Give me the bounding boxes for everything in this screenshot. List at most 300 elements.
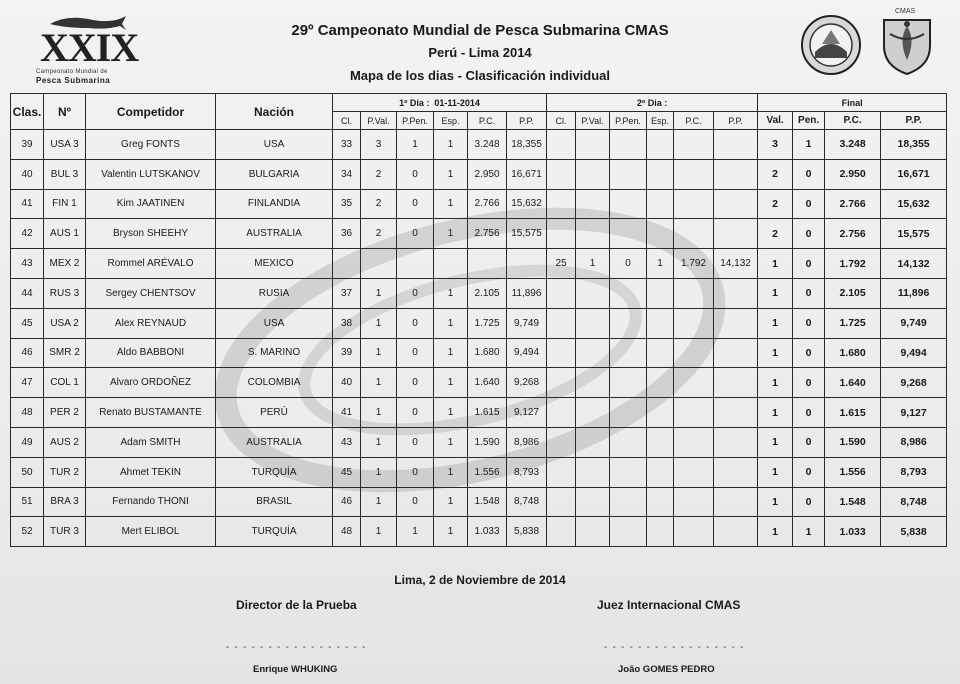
- cell-day1: 1: [434, 278, 468, 308]
- col-competitor: Competidor: [86, 94, 216, 130]
- cell-num: MEX 2: [44, 249, 86, 279]
- cell-final: 0: [793, 219, 825, 249]
- cell-day2: [547, 338, 576, 368]
- cell-day2: 1.792: [674, 249, 714, 279]
- cell-final: 1: [758, 338, 793, 368]
- cell-day1: 2.950: [468, 159, 507, 189]
- cell-final: 3: [758, 130, 793, 160]
- cell-day2: [674, 368, 714, 398]
- cell-nation: AUSTRALIA: [216, 427, 333, 457]
- cell-final: 0: [793, 487, 825, 517]
- cell-day2: [674, 189, 714, 219]
- cell-day2: [674, 457, 714, 487]
- cell-day2: [647, 219, 674, 249]
- logo-numeral: XXIX: [40, 25, 139, 70]
- director-name: Enrique WHUKING: [253, 664, 338, 675]
- cell-day1: 48: [333, 517, 361, 547]
- cell-num: RUS 3: [44, 278, 86, 308]
- cell-day1: 34: [333, 159, 361, 189]
- cell-competitor: Kim JAATINEN: [86, 189, 216, 219]
- cell-num: BRA 3: [44, 487, 86, 517]
- cell-day1: 1: [361, 368, 397, 398]
- cell-day2: [547, 159, 576, 189]
- cell-day1: 0: [397, 278, 434, 308]
- cell-final: 0: [793, 249, 825, 279]
- cell-day2: [674, 159, 714, 189]
- document-place: Perú - Lima 2014: [428, 45, 532, 60]
- cell-num: TUR 2: [44, 457, 86, 487]
- judge-title: Juez Internacional CMAS: [597, 598, 741, 612]
- cell-clas: 51: [11, 487, 44, 517]
- cell-day2: [610, 130, 647, 160]
- cell-final: 9,268: [881, 368, 947, 398]
- cell-final: 14,132: [881, 249, 947, 279]
- cell-final: 9,127: [881, 398, 947, 428]
- cell-day1: 0: [397, 338, 434, 368]
- cell-day1: 40: [333, 368, 361, 398]
- cell-num: BUL 3: [44, 159, 86, 189]
- cell-day1: 16,671: [507, 159, 547, 189]
- cell-final: 8,748: [881, 487, 947, 517]
- cell-day2: [547, 278, 576, 308]
- table-row: [11, 457, 947, 487]
- cell-day1: 1.556: [468, 457, 507, 487]
- cell-day2: 1: [576, 249, 610, 279]
- cell-competitor: Bryson SHEEHY: [86, 219, 216, 249]
- cell-day2: [714, 457, 758, 487]
- cell-competitor: Alex REYNAUD: [86, 308, 216, 338]
- cell-final: 1.792: [825, 249, 881, 279]
- cell-day1: 9,268: [507, 368, 547, 398]
- cell-day2: [714, 308, 758, 338]
- cell-clas: 40: [11, 159, 44, 189]
- cell-final: 0: [793, 308, 825, 338]
- cell-final: 2.756: [825, 219, 881, 249]
- cell-final: 2: [758, 219, 793, 249]
- cell-day1: 1: [361, 517, 397, 547]
- cell-day2: [547, 457, 576, 487]
- cell-day2: [714, 219, 758, 249]
- cell-day2: [576, 368, 610, 398]
- cell-day2: [610, 457, 647, 487]
- cell-day2: [576, 130, 610, 160]
- table-row: [11, 368, 947, 398]
- cell-final: 1.640: [825, 368, 881, 398]
- day1-date: 01-11-2014: [434, 97, 480, 108]
- cell-day2: [610, 427, 647, 457]
- subcol-d1-3: Esp.: [434, 112, 468, 130]
- cell-day2: [576, 457, 610, 487]
- cell-final: 5,838: [881, 517, 947, 547]
- cell-day2: [547, 308, 576, 338]
- cell-clas: 47: [11, 368, 44, 398]
- cell-final: 1: [758, 308, 793, 338]
- cell-competitor: Adam SMITH: [86, 427, 216, 457]
- cell-competitor: Greg FONTS: [86, 130, 216, 160]
- cell-final: 2.950: [825, 159, 881, 189]
- cell-day1: [468, 249, 507, 279]
- cell-final: 1.590: [825, 427, 881, 457]
- cell-final: 1.680: [825, 338, 881, 368]
- cell-day1: 3: [361, 130, 397, 160]
- championship-logo: [30, 12, 140, 88]
- judge-signature-line: - - - - - - - - - - - - - - - - -: [604, 642, 745, 653]
- cell-final: 0: [793, 398, 825, 428]
- cell-clas: 41: [11, 189, 44, 219]
- day1-label: 1º Dia :: [399, 97, 430, 108]
- cell-day2: [714, 278, 758, 308]
- cell-final: 1: [793, 517, 825, 547]
- cell-day1: 15,632: [507, 189, 547, 219]
- cell-day1: 1: [434, 130, 468, 160]
- cell-day2: [547, 487, 576, 517]
- col-day1: [333, 94, 547, 112]
- cell-day1: 46: [333, 487, 361, 517]
- cell-nation: RUSIA: [216, 278, 333, 308]
- cell-day2: [576, 219, 610, 249]
- cell-day2: [610, 189, 647, 219]
- cell-day2: [674, 308, 714, 338]
- cell-final: 9,494: [881, 338, 947, 368]
- cell-day2: [674, 130, 714, 160]
- cell-nation: TURQUÍA: [216, 517, 333, 547]
- cell-final: 2: [758, 189, 793, 219]
- cell-final: 1: [758, 398, 793, 428]
- cell-final: 9,749: [881, 308, 947, 338]
- cell-final: 1.615: [825, 398, 881, 428]
- cell-num: PER 2: [44, 398, 86, 428]
- cell-day1: 2.105: [468, 278, 507, 308]
- cell-num: FIN 1: [44, 189, 86, 219]
- cell-final: 15,575: [881, 219, 947, 249]
- col-nation: Nación: [216, 94, 333, 130]
- cell-day1: 1: [361, 487, 397, 517]
- cell-day1: 45: [333, 457, 361, 487]
- cell-day1: 15,575: [507, 219, 547, 249]
- cell-final: 2: [758, 159, 793, 189]
- cell-final: 15,632: [881, 189, 947, 219]
- judge-name: João GOMES PEDRO: [618, 664, 715, 675]
- document-subtitle: Mapa de los dias - Clasificación individual: [349, 68, 611, 83]
- subcol-d1-4: P.C.: [468, 112, 507, 130]
- cell-final: 0: [793, 159, 825, 189]
- cell-competitor: Fernando THONI: [86, 487, 216, 517]
- table-row: [11, 159, 947, 189]
- cell-day2: [674, 338, 714, 368]
- cell-final: 0: [793, 457, 825, 487]
- cell-day1: 1: [361, 427, 397, 457]
- cell-day2: [647, 308, 674, 338]
- cell-final: 2.105: [825, 278, 881, 308]
- cell-nation: MEXICO: [216, 249, 333, 279]
- cell-day2: [610, 338, 647, 368]
- cell-day2: [576, 427, 610, 457]
- col-clas: Clas.: [11, 94, 44, 130]
- cell-day1: 18,355: [507, 130, 547, 160]
- table-row: [11, 338, 947, 368]
- col-final: Final: [758, 94, 947, 112]
- table-row: [11, 249, 947, 279]
- cell-day2: 1: [647, 249, 674, 279]
- cell-day1: 1.548: [468, 487, 507, 517]
- cell-day2: [576, 487, 610, 517]
- subcol-fin-2: P.C.: [825, 112, 881, 130]
- cell-day1: [507, 249, 547, 279]
- cell-nation: S. MARINO: [216, 338, 333, 368]
- cell-day2: [547, 517, 576, 547]
- cell-day1: 9,494: [507, 338, 547, 368]
- cell-final: 0: [793, 278, 825, 308]
- cell-day1: 1.033: [468, 517, 507, 547]
- cell-day1: 1: [397, 517, 434, 547]
- cell-day1: 1: [361, 398, 397, 428]
- cell-day1: 0: [397, 427, 434, 457]
- cell-day1: 1: [434, 159, 468, 189]
- cell-day1: 1: [434, 398, 468, 428]
- cell-clas: 48: [11, 398, 44, 428]
- cell-clas: 39: [11, 130, 44, 160]
- cell-day1: 1: [361, 457, 397, 487]
- cell-final: 8,986: [881, 427, 947, 457]
- cell-day1: 8,793: [507, 457, 547, 487]
- cell-day2: [674, 398, 714, 428]
- cell-day2: [576, 517, 610, 547]
- table-row: [11, 219, 947, 249]
- cell-day2: [674, 278, 714, 308]
- cell-day1: 1: [434, 338, 468, 368]
- cell-final: 3.248: [825, 130, 881, 160]
- cell-nation: AUSTRALIA: [216, 219, 333, 249]
- cell-clas: 42: [11, 219, 44, 249]
- cell-day1: 1: [434, 457, 468, 487]
- cell-nation: TURQUÍA: [216, 457, 333, 487]
- cell-day1: 1: [434, 368, 468, 398]
- cell-day2: [610, 487, 647, 517]
- cell-day2: 14,132: [714, 249, 758, 279]
- cell-clas: 44: [11, 278, 44, 308]
- cell-day1: 2: [361, 189, 397, 219]
- cell-day2: [576, 308, 610, 338]
- cell-day1: 1: [361, 278, 397, 308]
- cell-clas: 45: [11, 308, 44, 338]
- cell-final: 8,793: [881, 457, 947, 487]
- cell-day2: [647, 368, 674, 398]
- cell-day1: [434, 249, 468, 279]
- cell-final: 1: [758, 368, 793, 398]
- cell-day2: [714, 159, 758, 189]
- cell-final: 0: [793, 338, 825, 368]
- cell-final: 1: [793, 130, 825, 160]
- cell-day2: [714, 398, 758, 428]
- cell-nation: BRASIL: [216, 487, 333, 517]
- cell-competitor: Renato BUSTAMANTE: [86, 398, 216, 428]
- results-table: [10, 93, 947, 547]
- cell-day2: [547, 130, 576, 160]
- subcol-fin-1: Pen.: [793, 112, 825, 130]
- cell-day1: 0: [397, 457, 434, 487]
- cell-final: 1: [758, 249, 793, 279]
- cell-day2: [674, 427, 714, 457]
- cell-day1: [361, 249, 397, 279]
- cell-num: SMR 2: [44, 338, 86, 368]
- cell-day1: 0: [397, 398, 434, 428]
- subcol-d2-2: P.Pen.: [610, 112, 647, 130]
- cell-day1: 0: [397, 368, 434, 398]
- cell-num: USA 2: [44, 308, 86, 338]
- cell-day2: [674, 219, 714, 249]
- cell-day1: 2.756: [468, 219, 507, 249]
- cell-final: 1.548: [825, 487, 881, 517]
- subcol-d2-3: Esp.: [647, 112, 674, 130]
- cell-clas: 50: [11, 457, 44, 487]
- document-header: [200, 20, 760, 83]
- cell-final: 1.556: [825, 457, 881, 487]
- cell-nation: BULGARIA: [216, 159, 333, 189]
- cell-day2: [714, 427, 758, 457]
- table-row: [11, 487, 947, 517]
- cell-day2: [610, 368, 647, 398]
- cell-day2: 25: [547, 249, 576, 279]
- cell-day2: [576, 338, 610, 368]
- cell-day1: 2: [361, 159, 397, 189]
- cell-nation: USA: [216, 130, 333, 160]
- cell-day1: 1: [434, 487, 468, 517]
- cell-day1: 1.590: [468, 427, 507, 457]
- cell-clas: 49: [11, 427, 44, 457]
- cell-nation: COLOMBIA: [216, 368, 333, 398]
- cell-day2: [647, 517, 674, 547]
- director-title: Director de la Prueba: [236, 598, 357, 612]
- cell-day2: [714, 130, 758, 160]
- table-row: [11, 517, 947, 547]
- subcol-fin-3: P.P.: [881, 112, 947, 130]
- cell-final: 1: [758, 517, 793, 547]
- cell-day1: [397, 249, 434, 279]
- cmas-shield-icon: [878, 10, 936, 76]
- cell-num: AUS 1: [44, 219, 86, 249]
- cell-day1: 2: [361, 219, 397, 249]
- cell-day1: 1: [434, 308, 468, 338]
- cell-day1: 39: [333, 338, 361, 368]
- table-row: [11, 278, 947, 308]
- cell-final: 1.033: [825, 517, 881, 547]
- cell-day1: 38: [333, 308, 361, 338]
- cell-day2: [576, 189, 610, 219]
- cell-day1: 1: [397, 130, 434, 160]
- footer-date: Lima, 2 de Noviembre de 2014: [394, 573, 566, 587]
- cell-day1: 1.640: [468, 368, 507, 398]
- cell-final: 1: [758, 487, 793, 517]
- cell-num: USA 3: [44, 130, 86, 160]
- cell-day1: 9,127: [507, 398, 547, 428]
- cell-day2: [647, 427, 674, 457]
- cell-nation: PERÚ: [216, 398, 333, 428]
- cell-day1: 33: [333, 130, 361, 160]
- cell-day2: [610, 278, 647, 308]
- cell-competitor: Aldo BABBONI: [86, 338, 216, 368]
- subcol-d1-0: Cl.: [333, 112, 361, 130]
- col-day2: 2º Dia :: [547, 94, 758, 112]
- cell-day2: [674, 517, 714, 547]
- cell-day2: [714, 517, 758, 547]
- cell-day1: 1.680: [468, 338, 507, 368]
- cell-day2: [547, 189, 576, 219]
- cell-day2: [610, 398, 647, 428]
- cell-day1: 43: [333, 427, 361, 457]
- cell-day2: [647, 398, 674, 428]
- cell-day2: 0: [610, 249, 647, 279]
- cell-final: 1: [758, 457, 793, 487]
- cell-day1: 1: [434, 427, 468, 457]
- federation-seal-icon: [800, 14, 862, 76]
- cell-day2: [647, 159, 674, 189]
- cell-day2: [647, 278, 674, 308]
- cell-day2: [576, 159, 610, 189]
- cell-day1: 8,986: [507, 427, 547, 457]
- cell-day1: 9,749: [507, 308, 547, 338]
- cell-num: AUS 2: [44, 427, 86, 457]
- cell-day2: [647, 457, 674, 487]
- cell-day2: [547, 398, 576, 428]
- cell-num: TUR 3: [44, 517, 86, 547]
- cell-clas: 43: [11, 249, 44, 279]
- subcol-d2-1: P.Val.: [576, 112, 610, 130]
- table-row: [11, 189, 947, 219]
- subcol-d1-5: P.P.: [507, 112, 547, 130]
- cell-day2: [610, 517, 647, 547]
- cell-day1: 1.615: [468, 398, 507, 428]
- cell-competitor: Valentin LUTSKANOV: [86, 159, 216, 189]
- cell-day1: 0: [397, 219, 434, 249]
- document-title: 29º Campeonato Mundial de Pesca Submarina CMAS: [291, 22, 669, 39]
- cell-day1: 1: [361, 308, 397, 338]
- cell-day2: [610, 159, 647, 189]
- subcol-d1-1: P.Val.: [361, 112, 397, 130]
- cell-day1: 3.248: [468, 130, 507, 160]
- cell-day2: [714, 487, 758, 517]
- cell-competitor: Ahmet TEKIN: [86, 457, 216, 487]
- cell-day2: [647, 487, 674, 517]
- director-signature-line: - - - - - - - - - - - - - - - - -: [226, 642, 367, 653]
- cell-nation: FINLANDIA: [216, 189, 333, 219]
- cell-final: 2.766: [825, 189, 881, 219]
- cell-final: 16,671: [881, 159, 947, 189]
- cell-final: 18,355: [881, 130, 947, 160]
- subcol-d2-5: P.P.: [714, 112, 758, 130]
- logo-line1: Campeonato Mundial de: [36, 69, 108, 75]
- table-row: [11, 130, 947, 160]
- cell-day2: [576, 398, 610, 428]
- cell-day1: 11,896: [507, 278, 547, 308]
- cell-day1: 0: [397, 487, 434, 517]
- logo-line2: Pesca Submarina: [36, 76, 111, 85]
- cell-final: 0: [793, 427, 825, 457]
- cell-final: 11,896: [881, 278, 947, 308]
- cell-day1: 8,748: [507, 487, 547, 517]
- cell-final: 0: [793, 368, 825, 398]
- cell-final: 1: [758, 278, 793, 308]
- table-row: [11, 308, 947, 338]
- cell-clas: 52: [11, 517, 44, 547]
- cmas-label: CMAS: [895, 8, 916, 15]
- cell-final: 1: [758, 427, 793, 457]
- cell-day2: [647, 130, 674, 160]
- cell-day1: 1: [361, 338, 397, 368]
- cell-day1: 0: [397, 308, 434, 338]
- cell-final: 1.725: [825, 308, 881, 338]
- cell-day2: [576, 278, 610, 308]
- cell-day2: [547, 427, 576, 457]
